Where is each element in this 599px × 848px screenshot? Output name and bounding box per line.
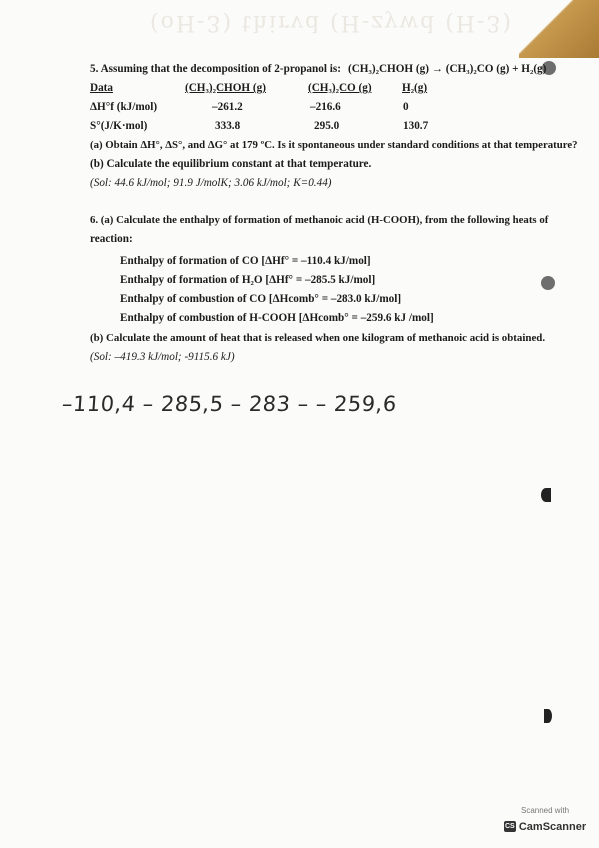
scanned-with-label: Scanned with [520,806,570,815]
handwritten-calculation: –110,4 – 285,5 – 283 – – 259,6 [61,392,398,416]
punch-hole [541,488,551,502]
q5-part-a: (a) Obtain ΔH°, ΔS°, and ΔG° at 179 ºC. Is it spontaneous under standard conditions at that temperature? [90,139,578,151]
q6-item: Enthalpy of formation of CO [ΔHf° = –110.4 kJ/mol] [120,255,371,267]
table-cell: 333.8 [215,120,241,132]
q6-item: Enthalpy of combustion of CO [ΔHcomb° = –283.0 kJ/mol] [120,293,402,305]
table-cell: –216.6 [310,101,341,113]
table-cell: –261.2 [212,101,243,113]
q6-part-b: (b) Calculate the amount of heat that is released when one kilogram of methanoic acid is obtained. [90,332,546,344]
table-header-propanol: (CH₃)₂CHOH (g) [185,82,266,94]
table-header-data: Data [90,82,113,94]
row-label-enthalpy: ΔH°f (kJ/mol) [90,101,158,113]
row-label-entropy: S°(J/K·mol) [90,120,148,132]
q6-part-a-cont: reaction: [90,233,133,245]
punch-hole [544,709,552,723]
bleed-through-text: (oH-3) thirvd (H-zywd (H-3) [150,10,513,35]
folded-corner [519,0,599,58]
q6-item: Enthalpy of formation of H₂O [ΔHf° = –285.5 kJ/mol] [120,274,376,286]
camscanner-logo-icon: CS [504,823,515,830]
punch-hole [541,276,555,290]
q6-solution: (Sol: –419.3 kJ/mol; -9115.6 kJ) [90,351,235,363]
q5-part-b: (b) Calculate the equilibrium constant at that temperature. [90,158,372,170]
q5-solution: (Sol: 44.6 kJ/mol; 91.9 J/molK; 3.06 kJ/mol; K=0.44) [90,177,332,189]
q5-title: 5. Assuming that the decomposition of 2-propanol is: [90,63,341,75]
scanner-watermark [500,806,590,833]
table-header-hydrogen: H₂(g) [402,82,428,94]
q5-reaction: (CH₃)₂CHOH (g) → (CH₃)₂CO (g) + H₂(g) [348,63,547,75]
camscanner-label: CamScanner [518,820,587,833]
table-cell: 0 [403,101,409,113]
q6-item: Enthalpy of combustion of H-COOH [ΔHcomb° = –259.6 kJ /mol] [120,312,434,324]
table-cell: 295.0 [314,120,340,132]
table-cell: 130.7 [403,120,429,132]
q6-part-a: 6. (a) Calculate the enthalpy of formation of methanoic acid (H-COOH), from the following heats of [90,214,549,226]
camscanner-brand [504,821,586,833]
table-header-acetone: (CH₃)₂CO (g) [308,82,372,94]
